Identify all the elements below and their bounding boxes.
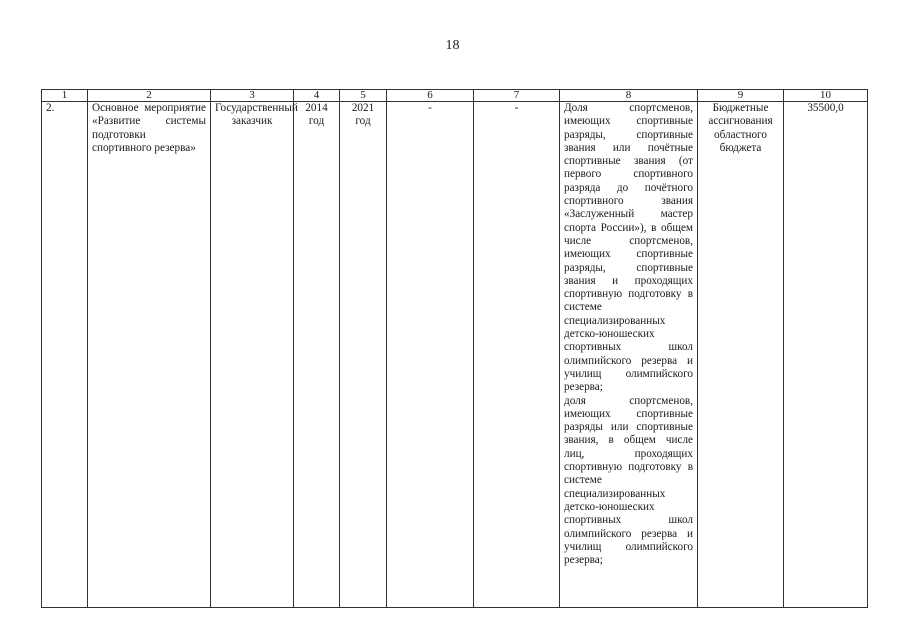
activity-name: Основное мероприятие «Развитие системы подготовки спортивного резерва» <box>88 102 211 608</box>
start-year: 2014 год <box>294 102 340 608</box>
column-header-10: 10 <box>784 90 868 102</box>
column-header-4: 4 <box>294 90 340 102</box>
program-table <box>41 89 868 608</box>
row-number: 2. <box>42 102 88 608</box>
indicator-2: доля спортсменов, имеющих спортивные разряды или спортивные звания, в общем числе лиц, проходящих спортивную подготовку в системе специализированных детско-юношеских спортивных школ олимпийского резерва и училищ олимпийского резерва; <box>564 394 693 567</box>
end-year: 2021 год <box>340 102 387 608</box>
column-header-3: 3 <box>211 90 294 102</box>
column-6-value: - <box>387 102 474 608</box>
column-header-8: 8 <box>560 90 698 102</box>
indicator-1: Доля спортсменов, имеющих спортивные разряды, спортивные звания или почётные спортивные звания (от первого спортивного разряда до почётного спортивного звания «Заслуженный мастер спорта России»), в общем числе спортсменов, имеющих спортивные разряды, спортивные звания и проходящих спортивную подготовку в системе специализированных детско-юношеских спортивных школ олимпийского резерва и училищ олимпийского резерва; <box>564 102 693 394</box>
column-header-2: 2 <box>88 90 211 102</box>
column-header-1: 1 <box>42 90 88 102</box>
column-header-5: 5 <box>340 90 387 102</box>
column-header-9: 9 <box>698 90 784 102</box>
executor: Государственный заказчик <box>211 102 294 608</box>
column-header-6: 6 <box>387 90 474 102</box>
page-number: 18 <box>445 38 460 53</box>
column-header-7: 7 <box>474 90 560 102</box>
table-row <box>42 102 868 608</box>
funding-amount: 35500,0 <box>784 102 868 608</box>
column-7-value: - <box>474 102 560 608</box>
funding-source: Бюджетные ассигнования областного бюджета <box>698 102 784 608</box>
indicators-cell <box>560 102 698 608</box>
header-row <box>42 90 868 102</box>
